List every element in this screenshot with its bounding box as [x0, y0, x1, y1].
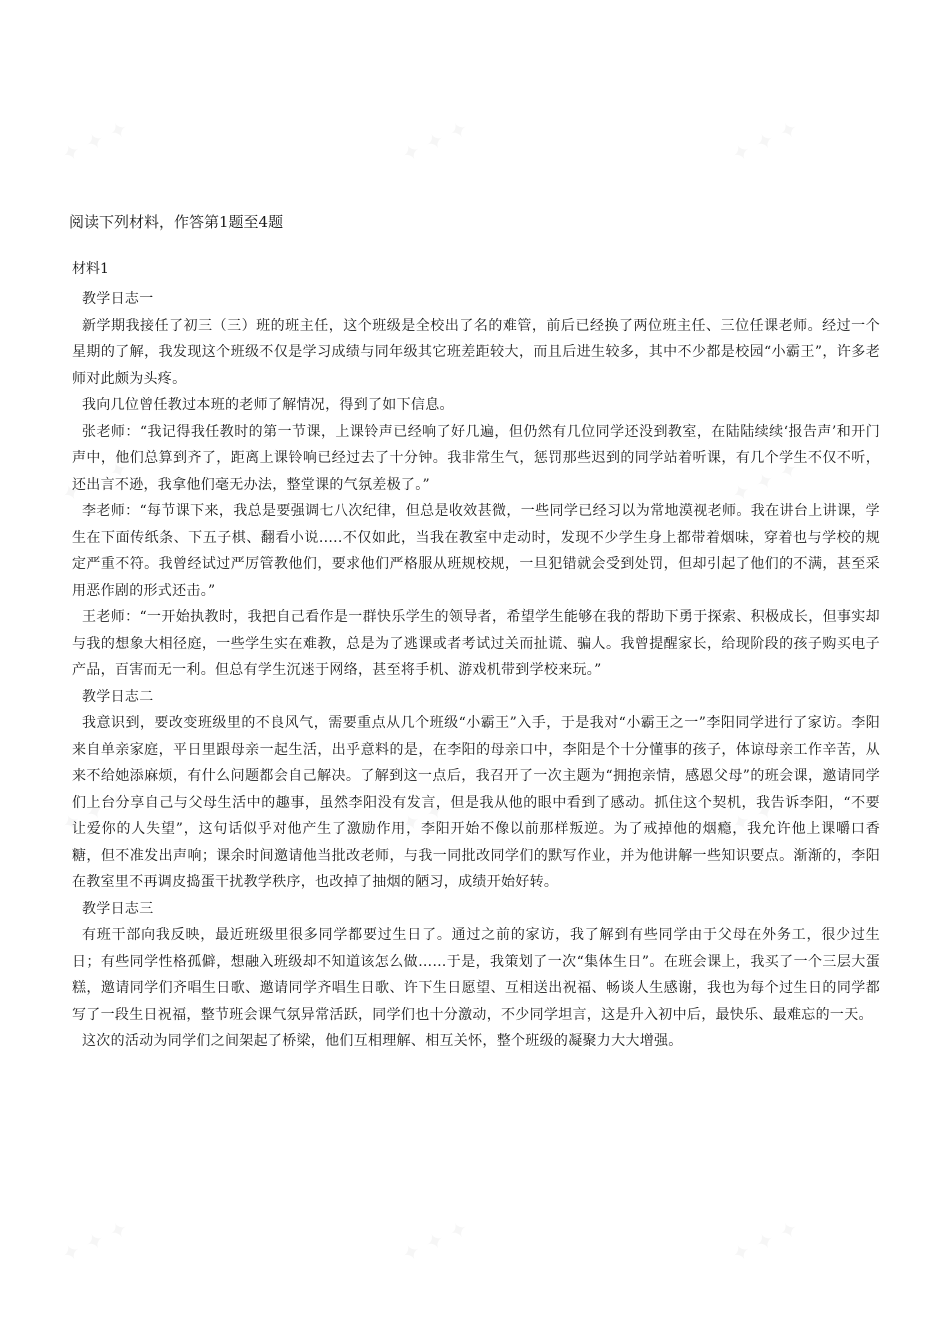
paragraph: 这次的活动为同学们之间架起了桥梁，他们互相理解、相互关怀，整个班级的凝聚力大大增强。: [82, 1033, 683, 1049]
log-heading: 教学日志三: [82, 900, 154, 917]
watermark: [728, 116, 803, 169]
watermark: [398, 1216, 473, 1269]
watermark: [58, 1216, 133, 1269]
paragraph: 李老师：“每节课下来，我总是要强调七八次纪律，但总是收效甚微，一些同学已经习以为常地漠视老师。我在讲台上讲课，学生在下面传纸条、下五子棋、翻看小说.....不仅如此，当我在教室中走动时，发现不少学生身上都带着烟味，穿着也与学校的规定严重不符。我曾经试过严厉管教他们，要求他们严格服从班规校规，一旦犯错就会受到处罚，但却引起了他们的不满，甚至采用恶作剧的形式还击。”: [72, 503, 880, 599]
paragraph: 我向几位曾任教过本班的老师了解情况，得到了如下信息。: [82, 397, 454, 413]
paragraph: 我意识到，要改变班级里的不良风气，需要重点从几个班级“小霸王”入手，于是我对“小霸王之一”李阳同学进行了家访。李阳来自单亲家庭，平日里跟母亲一起生活，出乎意料的是，在李阳的母亲口中，李阳是个十分懂事的孩子，体谅母亲工作辛苦，从来不给她添麻烦，有什么问题都会自己解决。了解到这一点后，我召开了一次主题为“拥抱亲情，感恩父母”的班会课，邀请同学们上台分享自己与父母生活中的趣事，虽然李阳没有发言，但是我从他的眼中看到了感动。抓住这个契机，我告诉李阳，“不要让爱你的人失望”，这句话似乎对他产生了激励作用，李阳开始不像以前那样叛逆。为了戒掉他的烟瘾，我允许他上课嚼口香糖，但不准发出声响；课余时间邀请他当批改老师，与我一同批改同学们的默写作业，并为他讲解一些知识要点。渐渐的，李阳在教室里不再调皮捣蛋干扰教学秩序，也改掉了抽烟的陋习，成绩开始好转。: [72, 715, 880, 890]
paragraph: 新学期我接任了初三（三）班的班主任，这个班级是全校出了名的难管，前后已经换了两位班主任、三位任课老师。经过一个星期的了解，我发现这个班级不仅是学习成绩与同年级其它班差距较大，而且后进生较多，其中不少都是校园“小霸王”，许多老师对此颇为头疼。: [72, 317, 880, 387]
log-heading: 教学日志二: [82, 688, 154, 705]
article-body: [72, 286, 880, 1055]
material-label: 材料1: [72, 261, 109, 277]
paragraph: 有班干部向我反映，最近班级里很多同学都要过生日了。通过之前的家访，我了解到有些同学由于父母在外务工，很少过生日；有些同学性格孤僻，想融入班级却不知道该怎么做……于是，我策划了一次“集体生日”。在班会课上，我买了一个三层大蛋糕，邀请同学们齐唱生日歌、邀请同学齐唱生日歌、许下生日愿望、互相送出祝福、畅谈人生感谢，我也为每个过生日的同学都写了一段生日祝福，整节班会课气氛异常活跃，同学们也十分激动，不少同学坦言，这是升入初中后，最快乐、最难忘的一天。: [72, 927, 880, 1023]
watermark: [728, 1216, 803, 1269]
paragraph: 王老师：“一开始执教时，我把自己看作是一群快乐学生的领导者，希望学生能够在我的帮助下勇于探索、积极成长，但事实却与我的想象大相径庭，一些学生实在难教，总是为了逃课或者考试过关而扯谎、骗人。我曾提醒家长，给现阶段的孩子购买电子产品，百害而无一利。但总有学生沉迷于网络，甚至将手机、游戏机带到学校来玩。”: [72, 609, 880, 678]
paragraph: 张老师：“我记得我任教时的第一节课，上课铃声已经响了好几遍，但仍然有几位同学还没到教室，在陆陆续续‘报告声’和开门声中，他们总算到齐了，距离上课铃响已经过去了十分钟。我非常生气，惩罚那些迟到的同学站着听课，有几个学生不仅不听，还出言不逊，我拿他们毫无办法，整堂课的气氛差极了。”: [72, 423, 880, 493]
question-instruction: 阅读下列材料，作答第1题至4题: [69, 213, 284, 231]
watermark: [398, 116, 473, 169]
log-heading: 教学日志一: [82, 291, 154, 307]
watermark: [58, 116, 133, 169]
